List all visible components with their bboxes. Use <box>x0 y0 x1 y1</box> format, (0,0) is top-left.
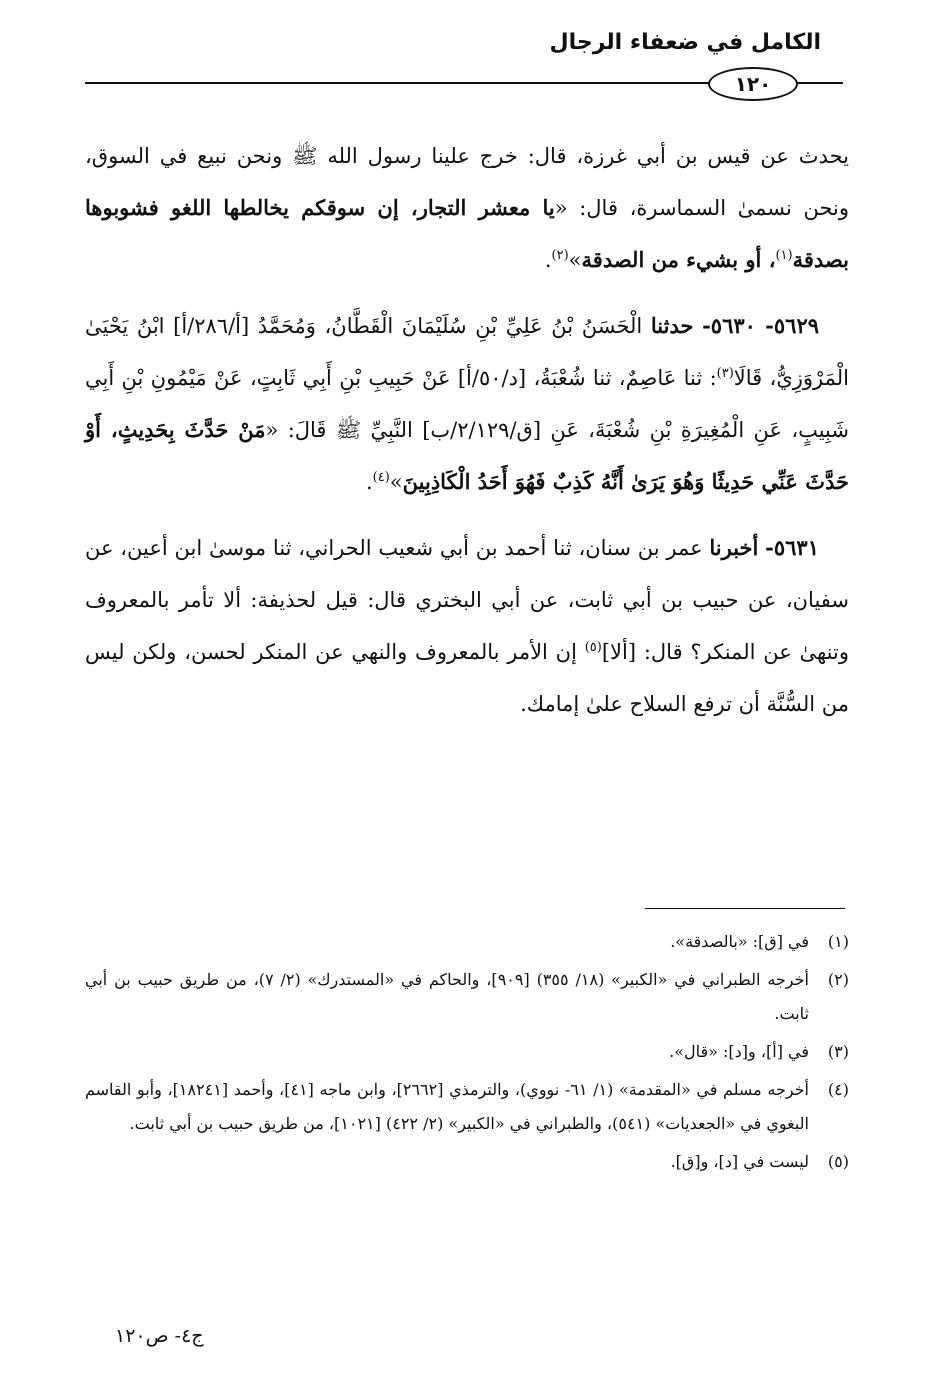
paragraph-3 <box>85 522 849 730</box>
text-run: الْحَسَنُ بْنُ عَلِيِّ بْنِ سُلَيْمَانَ الْقَطَّانُ، وَمُحَمَّدُ [أ/٢٨٦/أ] ابْنُ يَحْيَىٰ الْمَرْوَزِيُّ، قَالَا <box>85 314 850 390</box>
volume-page-reference: ج٤- ص١٢٠ <box>115 1325 204 1347</box>
footnote <box>85 963 849 1031</box>
text-run: : ثنا عَاصِمٌ، ثنا شُعْبَةُ، [د/٥٠/أ] عَنْ حَبِيبِ بْنِ أَبِي ثَابِتٍ، عَنْ مَيْمُونِ بْنِ أَبِي شَبِيبٍ، عَنِ الْمُغِيرَةِ بْنِ شُعْبَةَ، عَنِ [ق/٢/١٢٩/ب] النَّبِيِّ ﷺ قَالَ: « <box>85 366 849 442</box>
hadith-text: يا معشر التجار، إن سوقكم يخالطها اللغو فشوبوها بصدقة <box>85 195 849 272</box>
footnote-number: (٤) <box>827 1080 849 1099</box>
text-run: . <box>544 248 552 272</box>
text-run: إن الأمر بالمعروف والنهي عن المنكر لحسن، ولكن ليس من السُّنَّة أن ترفع السلاح علىٰ إمامك. <box>85 640 849 716</box>
footnote-ref: (٤) <box>372 470 390 485</box>
footnote-ref: (١) <box>775 248 793 263</box>
footnote <box>85 925 849 959</box>
book-title: الكامل في ضعفاء الرجال <box>549 30 821 55</box>
narration-lead: أخبرنا <box>709 535 759 560</box>
text-run: عمر بن سنان، ثنا أحمد بن أبي شعيب الحراني، ثنا موسىٰ ابن أعين، عن سفيان، عن حبيب بن أبي ثابت، عن أبي البختري قال: قيل لحذيفة: ألا تأمر بالمعروف وتنهىٰ عن المنكر؟ قال: [ألا] <box>85 536 850 664</box>
footnote-number: (١) <box>827 932 849 951</box>
footnote-ref: (٥) <box>584 640 602 655</box>
hadith-text: مَنْ حَدَّثَ بِحَدِيثٍ، أَوْ حَدَّثَ عَنِّي حَدِيثًا وَهُوَ يَرَىٰ أَنَّهُ كَذِبٌ فَهُوَ أَحَدُ الْكَاذِبِينَ <box>85 417 849 494</box>
footnote-text: أخرجه الطبراني في «الكبير» (١٨/ ٣٥٥) [٩٠٩]، والحاكم في «المستدرك» (٢/ ٧)، من طريق حبيب بن أبي ثابت. <box>85 970 809 1023</box>
footnote <box>85 1035 849 1069</box>
text-run: » <box>389 470 403 494</box>
footnote-number: (٥) <box>827 1152 849 1171</box>
narration-lead: حدثنا <box>650 313 694 338</box>
text-run: . <box>365 470 373 494</box>
footnote-number: (٣) <box>827 1042 849 1061</box>
page-number: ١٢٠ <box>734 72 772 96</box>
footnote <box>85 1145 849 1179</box>
page-number-badge <box>708 67 798 101</box>
main-text <box>85 130 849 744</box>
footnotes <box>85 925 849 1183</box>
paragraph-1 <box>85 130 849 286</box>
footnote-ref: (٢) <box>551 248 569 263</box>
footnote-text: ليست في [د]، و[ق]. <box>670 1152 809 1171</box>
footnote-text: أخرجه مسلم في «المقدمة» (١/ ٦١- نووي)، والترمذي [٢٦٦٢]، وابن ماجه [٤١]، وأحمد [١٨٢٤١]، وأبو القاسم البغوي في «الجعديات» (٥٤١)، والطبراني في «الكبير» (٢/ ٤٢٢) [١٠٢١]، من طريق حبيب بن أبي ثابت. <box>85 1080 809 1133</box>
hadith-text: ، أو بشيء من الصدقة <box>581 247 776 272</box>
footnote-text: في [ق]: «بالصدقة». <box>670 932 809 951</box>
footnote-number: (٢) <box>827 970 849 989</box>
footnote-ref: (٣) <box>716 366 734 381</box>
footnote-text: في [أ]، و[د]: «قال». <box>669 1042 809 1061</box>
text-run: » <box>568 248 582 272</box>
hadith-number: ٥٦٣١- <box>765 535 819 560</box>
footnote <box>85 1073 849 1141</box>
text-run: يحدث عن قيس بن أبي غرزة، قال: خرج علينا رسول الله ﷺ ونحن نبيع في السوق، ونحن نسمىٰ السماسرة، قال: « <box>85 144 849 220</box>
hadith-number: ٥٦٢٩- ٥٦٣٠- <box>702 313 820 338</box>
footnote-rule <box>645 908 845 909</box>
paragraph-2 <box>85 300 849 508</box>
